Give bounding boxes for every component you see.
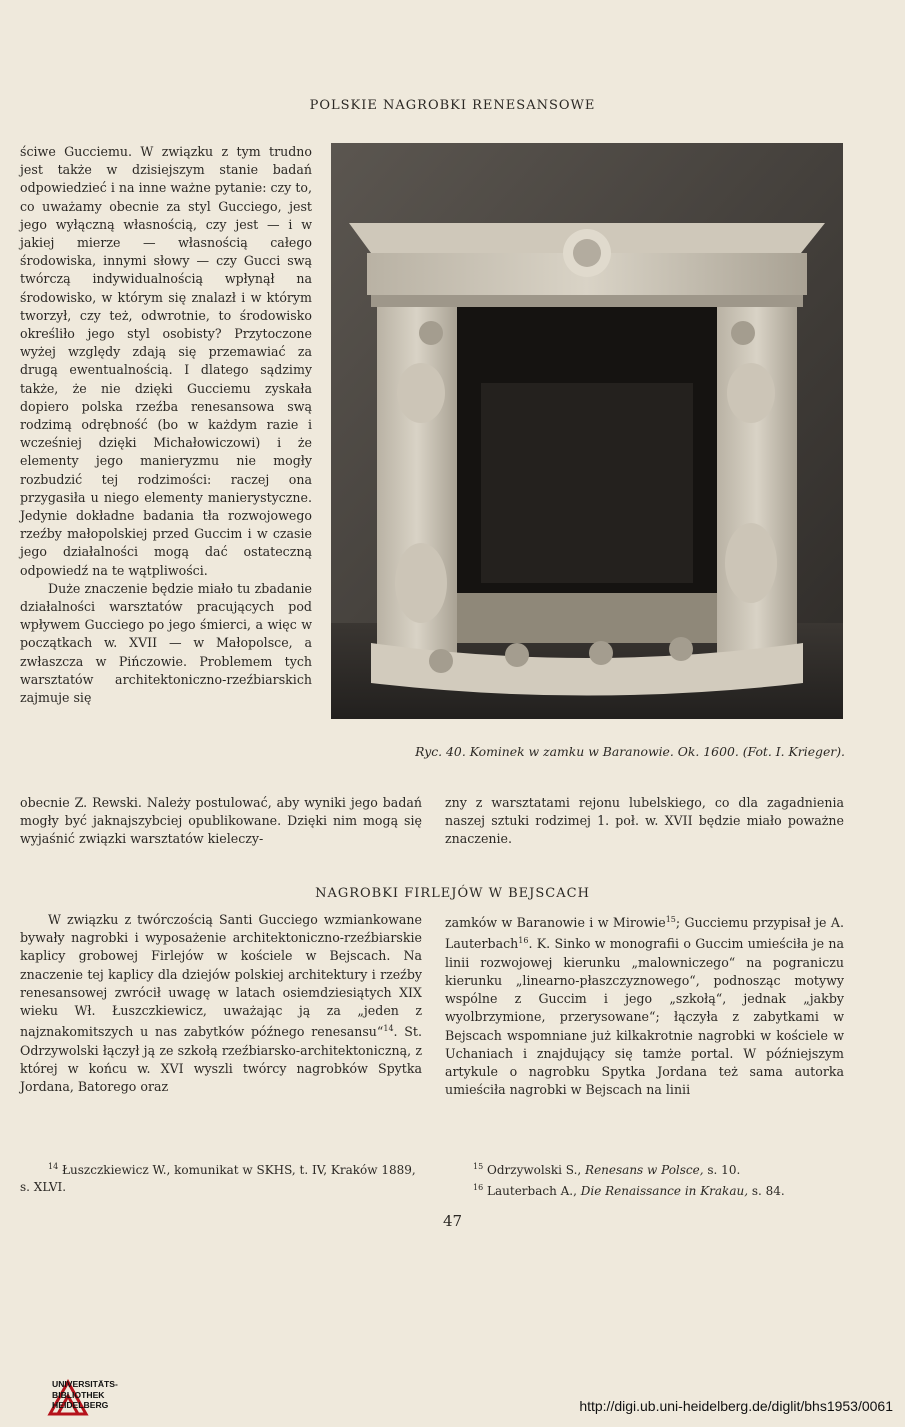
paragraph-1: ściwe Gucciemu. W związku z tym trudno jest także w dzisiejszym stanie badań odpowiedzieć i na inne ważne pytanie: czy to, co uważamy obecnie za styl Gucciego, jest jego wyłączną własnością, czy jest — i w jakiej mierze — własnością całego środowiska, innymi słowy — czy Gucci swą twórczą indywidualnością wpłynął na środowisko, w którym się znalazł i w którym tworzył, czy też, odwrotnie, to środowisko określiło jego styl osobisty? Przytoczone wyżej względy zdają się przemawiać za drugą ewentualnością. I dlatego sądzimy także, że nie dzięki Gucciemu zyskała dopiero polska rzeźba renesansowa swą rodzimą odrębność (bo w każdym razie i wcześniej dzięki Michałowiczowi) i że elementy jego manieryzmu nie mogły rozbudzić tej rodzimości: raczej ona przygasiła u niego elementy manierystyczne. Jedynie dokładne badania tła rozwojowego rzeźby małopolskiej przed Guccim i w czasie jego działalności mogą dać ostateczną odpowiedź na te wątpliwości. <box>20 144 312 578</box>
footnote-16-title: Die Renaissance in Krakau, <box>580 1184 749 1198</box>
footnote-15 <box>445 1158 844 1179</box>
footnote-14-number: 14 <box>48 1162 59 1171</box>
section-left-part2: . St. Odrzywolski łączył ją ze szkołą rzeźbiarsko-architektoniczną, z której w końcu w. XVI wyszli twórcy nagrobków Spytka Jordana, Batorego oraz <box>20 1024 422 1095</box>
left-column <box>20 143 312 707</box>
footnote-14-text: Łuszczkiewicz W., komunikat w SKHS, t. IV, Kraków 1889, s. XLVI. <box>20 1163 416 1194</box>
fireplace-photo <box>331 143 843 719</box>
footnote-15-author: Odrzywolski S., <box>487 1163 582 1177</box>
footnote-14 <box>20 1158 422 1196</box>
section-title: NAGROBKI FIRLEJÓW W BEJSCACH <box>315 886 590 901</box>
source-url-link[interactable]: http://digi.ub.uni-heidelberg.de/diglit/bhs1953/0061 <box>579 1398 893 1414</box>
section-right-text <box>445 911 844 1099</box>
fireplace-illustration <box>331 143 843 719</box>
figure-caption: Ryc. 40. Kominek w zamku w Baranowie. Ok. 1600. (Fot. I. Krieger). <box>415 744 845 759</box>
footnote-16 <box>445 1179 844 1200</box>
section-right-part-a: zamków w Baranowie i w Mirowie <box>445 915 666 931</box>
running-header: POLSKIE NAGROBKI RENESANSOWE <box>309 98 596 113</box>
footnote-16-number: 16 <box>473 1183 484 1192</box>
footnote-ref-15: 15 <box>665 915 676 924</box>
footnote-16-rest: s. 84. <box>751 1184 785 1198</box>
section-right-part-c: . K. Sinko w monografii o Guccim umieściła je na linii rozwojowej kierunku „malowniczego“ na pograniczu kierunku „linearno-płaszczyznowego“, podnosząc motywy wspólne z Guccim i jego „szkołą“, jednak „jakby wyolbrzymione, przerysowane“; łączyła z zabytkami w Bejscach wspomniane już kilkakrotnie nagrobki w kościele w Uchaniach i znajdujący się tamże portal. W późniejszym artykule o nagrobku Spytka Jordana też sama autorka umieściła nagrobki w Bejscach na linii <box>445 936 844 1098</box>
continuation-right: zny z warsztatami rejonu lubelskiego, co dla zagadnienia naszej sztuki rodzimej 1. poł. w. XVII będzie miało poważne znaczenie. <box>445 795 844 847</box>
footnotes-right <box>445 1158 844 1200</box>
section-left-part1: W związku z twórczością Santi Gucciego wzmiankowane bywały nagrobki i wyposażenie architektoniczno-rzeźbiarskie kaplicy grobowej Firlejów w kościele w Bejscach. Na znaczenie tej kaplicy dla dziejów polskiej architektury i rzeźby renesansowej zwrócił uwagę w latach osiemdziesiątych XIX wieku Wł. Łuszczkiewicz, uważając ją za „jeden z najznakomitszych u nas zabytków późnego renesansu“ <box>20 912 422 1040</box>
page-number: 47 <box>442 1212 463 1230</box>
footnote-15-title: Renesans w Polsce, <box>585 1163 704 1177</box>
section-left-text <box>20 911 422 1096</box>
continuation-left: obecnie Z. Rewski. Należy postulować, aby wyniki jego badań mogły być jaknajszybciej opublikowane. Dzięki nim mogą się wyjaśnić związki warsztatów kieleczy- <box>20 795 422 847</box>
paragraph-2: Duże znaczenie będzie miało tu zbadanie działalności warsztatów pracujących pod wpływem Gucciego po jego śmierci, a więc w początkach w. XVII — w Małopolsce, a zwłaszcza w Pińczowie. Problemem tych warsztatów architektoniczno-rzeźbiarskich zajmuje się <box>20 580 312 706</box>
footnote-15-number: 15 <box>473 1162 484 1171</box>
library-line-2: BIBLIOTHEK <box>52 1389 105 1400</box>
footnote-15-rest: s. 10. <box>707 1163 741 1177</box>
library-line-3: HEIDELBERG <box>52 1400 109 1410</box>
section-right-part-b: ; Gucciemu przypisał je A. Lauterbach <box>445 915 845 952</box>
footnote-ref-14: 14 <box>383 1024 394 1034</box>
library-line-1: UNIVERSITÄTS- <box>52 1379 118 1389</box>
footnote-ref-16: 16 <box>518 936 529 946</box>
library-name <box>52 1379 118 1411</box>
footnote-16-author: Lauterbach A., <box>487 1184 577 1198</box>
